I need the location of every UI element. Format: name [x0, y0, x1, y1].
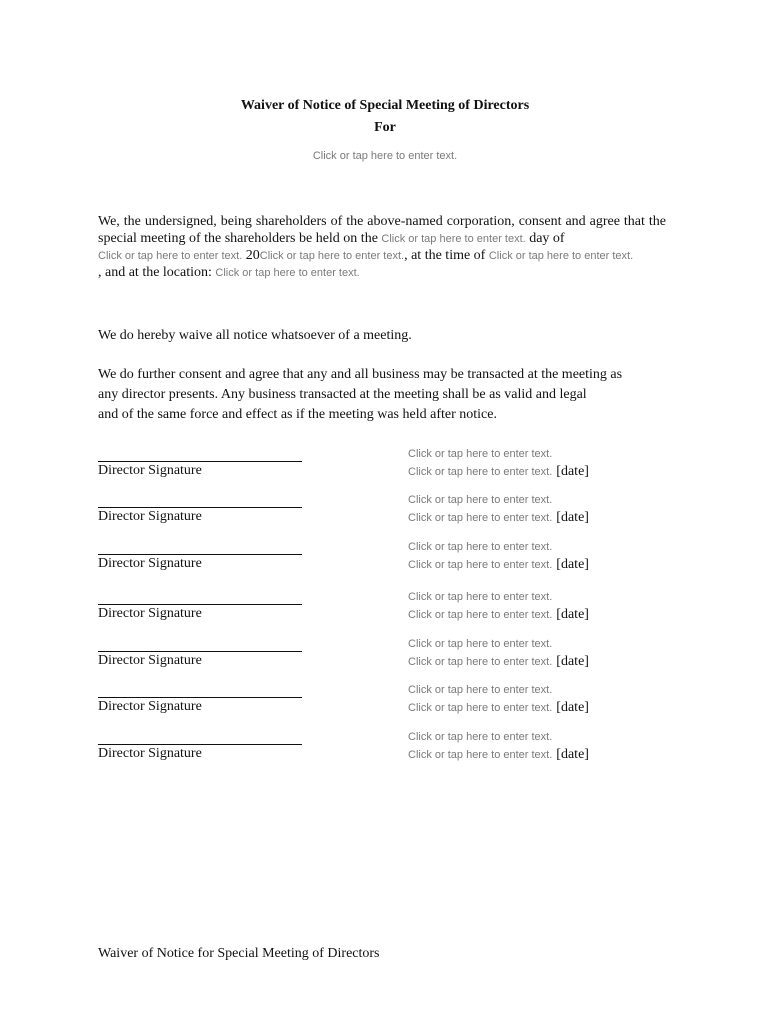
director-date-field[interactable]: Click or tap here to enter text.: [408, 749, 553, 761]
date-tag: [date]: [556, 510, 589, 525]
business-paragraph-line1: We do further consent and agree that any and all business may be transacted at the meeting as: [98, 367, 623, 382]
date-tag: [date]: [556, 654, 589, 669]
director-name-field[interactable]: Click or tap here to enter text.: [408, 684, 553, 696]
director-date-row: [408, 555, 589, 573]
director-name-field[interactable]: Click or tap here to enter text.: [408, 541, 553, 553]
director-date-row: [408, 698, 589, 716]
meeting-time-field[interactable]: Click or tap here to enter text.: [488, 250, 634, 262]
director-name-field[interactable]: Click or tap here to enter text.: [408, 448, 553, 460]
meeting-location-field[interactable]: Click or tap here to enter text.: [215, 267, 360, 279]
consent-paragraph-line3: [98, 248, 666, 265]
date-tag: [date]: [556, 557, 589, 572]
director-date-row: [408, 652, 589, 670]
director-date-row: [408, 462, 589, 480]
waiver-paragraph: We do hereby waive all notice whatsoever of a meeting.: [98, 328, 412, 343]
signature-line[interactable]: [98, 461, 302, 462]
director-name-field[interactable]: Click or tap here to enter text.: [408, 731, 553, 743]
day-of-text: day of: [529, 230, 565, 246]
consent-text: We, the undersigned, being shareholders of the above-named corporation, consent and agree that the special meeting of the shareholders be held on the: [98, 214, 666, 246]
date-tag: [date]: [556, 747, 589, 762]
director-date-field[interactable]: Click or tap here to enter text.: [408, 559, 553, 571]
corporation-name-field[interactable]: Click or tap here to enter text.: [312, 150, 458, 162]
location-text: , and at the location:: [98, 265, 212, 280]
director-date-field[interactable]: Click or tap here to enter text.: [408, 702, 553, 714]
signature-line[interactable]: [98, 651, 302, 652]
director-signature-label: Director Signature: [98, 653, 202, 668]
date-tag: [date]: [556, 464, 589, 479]
corporation-name-field-wrap: [0, 146, 770, 164]
director-name-field[interactable]: Click or tap here to enter text.: [408, 494, 553, 506]
director-signature-label: Director Signature: [98, 509, 202, 524]
signature-line[interactable]: [98, 554, 302, 555]
meeting-year-field[interactable]: Click or tap here to enter text.: [259, 250, 405, 262]
director-signature-label: Director Signature: [98, 699, 202, 714]
date-tag: [date]: [556, 700, 589, 715]
director-date-field[interactable]: Click or tap here to enter text.: [408, 466, 553, 478]
director-signature-label: Director Signature: [98, 556, 202, 571]
year-prefix-text: 20: [245, 248, 260, 263]
signature-line[interactable]: [98, 604, 302, 605]
signature-line[interactable]: [98, 744, 302, 745]
signature-line[interactable]: [98, 697, 302, 698]
time-of-text: , at the time of: [404, 248, 486, 263]
director-name-field[interactable]: Click or tap here to enter text.: [408, 591, 553, 603]
director-date-row: [408, 605, 589, 623]
page-footer: Waiver of Notice for Special Meeting of Directors: [98, 946, 380, 961]
director-date-field[interactable]: Click or tap here to enter text.: [408, 609, 553, 621]
director-signature-label: Director Signature: [98, 606, 202, 621]
consent-paragraph-line4: [98, 265, 666, 282]
meeting-day-field[interactable]: Click or tap here to enter text.: [381, 232, 526, 245]
meeting-month-field[interactable]: Click or tap here to enter text.: [98, 250, 243, 262]
director-date-field[interactable]: Click or tap here to enter text.: [408, 512, 553, 524]
date-tag: [date]: [556, 607, 589, 622]
signature-line[interactable]: [98, 507, 302, 508]
director-date-row: [408, 745, 589, 763]
director-name-field[interactable]: Click or tap here to enter text.: [408, 638, 553, 650]
director-signature-label: Director Signature: [98, 746, 202, 761]
director-signature-label: Director Signature: [98, 463, 202, 478]
director-date-field[interactable]: Click or tap here to enter text.: [408, 656, 553, 668]
document-subtitle-for: For: [374, 120, 396, 135]
business-paragraph-line2: any director presents. Any business transacted at the meeting shall be as valid and legal: [98, 387, 587, 402]
consent-paragraph-top: [98, 214, 666, 247]
director-date-row: [408, 508, 589, 526]
business-paragraph-line3: and of the same force and effect as if the meeting was held after notice.: [98, 407, 497, 422]
document-title: Waiver of Notice of Special Meeting of Directors: [240, 98, 530, 113]
